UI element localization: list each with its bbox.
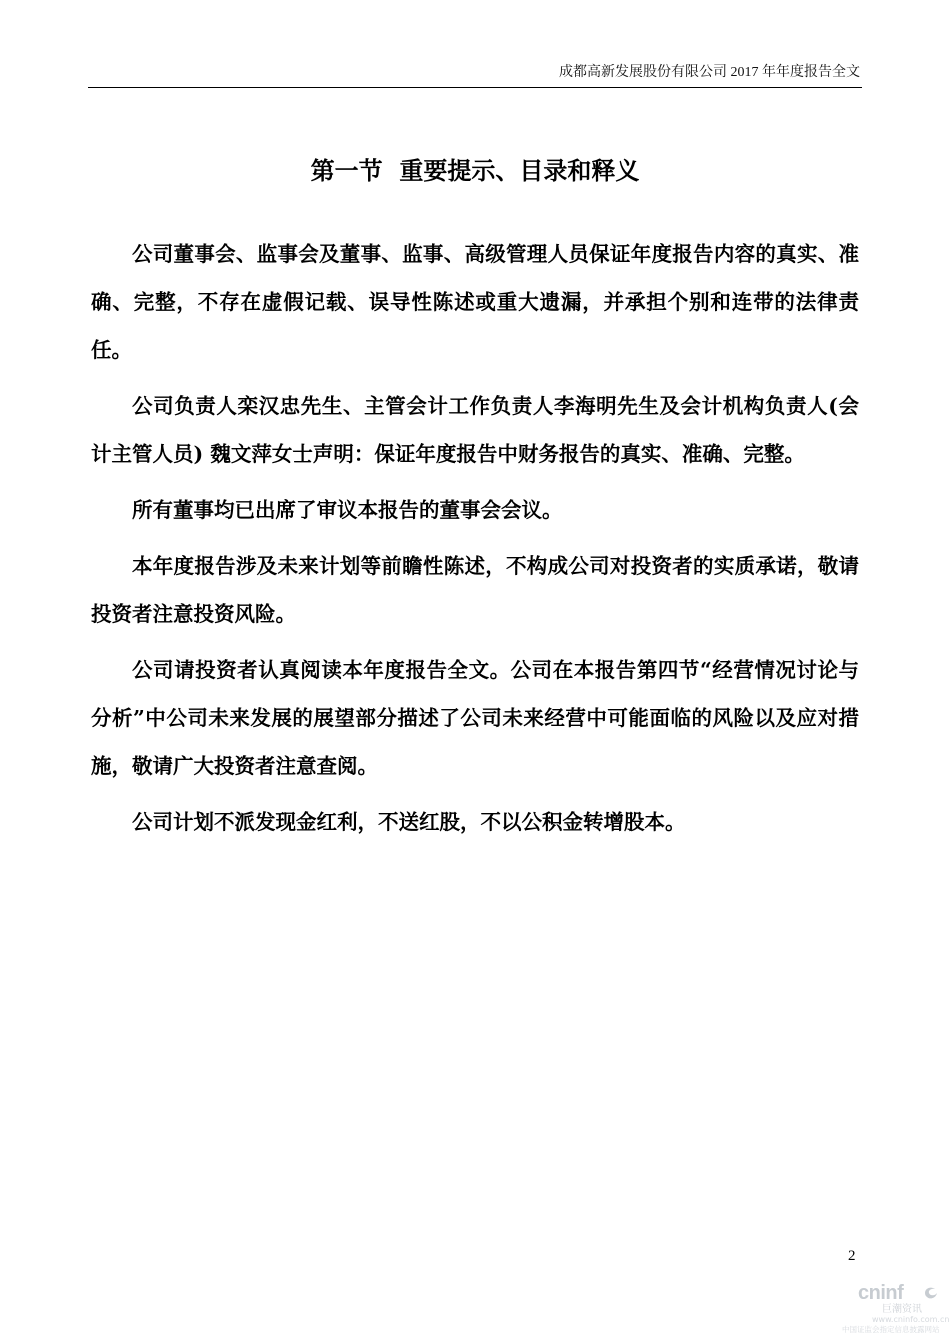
cninfo-logo: cninf	[858, 1282, 904, 1304]
paragraph-forward-looking: 本年度报告涉及未来计划等前瞻性陈述，不构成公司对投资者的实质承诺，敬请投资者注意投资风险。	[91, 554, 859, 626]
paragraph-board-guarantee: 公司董事会、监事会及董事、监事、高级管理人员保证年度报告内容的真实、准确、完整，不存在虚假记载、误导性陈述或重大遗漏，并承担个别和连带的法律责任。	[91, 242, 859, 362]
paragraph-responsible-persons: 公司负责人栾汉忠先生、主管会计工作负责人李海明先生及会计机构负责人(会计主管人员) 魏文萍女士声明：保证年度报告中财务报告的真实、准确、完整。	[91, 394, 859, 466]
page-number: 2	[848, 1248, 856, 1264]
document-body	[91, 230, 859, 854]
header-divider	[88, 87, 862, 88]
cninfo-subtitle: 中国证监会指定信息披露网站	[842, 1325, 940, 1334]
cninfo-swirl-icon	[922, 1284, 940, 1302]
cninfo-watermark	[842, 1282, 950, 1338]
section-title: 第一节 重要提示、目录和释义	[310, 156, 640, 185]
cninfo-brand: 巨潮资讯	[882, 1304, 922, 1315]
cninfo-url: www.cninfo.com.cn	[872, 1315, 950, 1324]
paragraph-board-attendance: 所有董事均已出席了审议本报告的董事会会议。	[132, 498, 563, 522]
header-title: 成都高新发展股份有限公司 2017 年年度报告全文	[559, 65, 860, 80]
paragraph-dividend-plan: 公司计划不派发现金红利，不送红股，不以公积金转增股本。	[132, 810, 686, 834]
paragraph-risk-notice: 公司请投资者认真阅读本年度报告全文。公司在本报告第四节“经营情况讨论与分析”中公司未来发展的展望部分描述了公司未来经营中可能面临的风险以及应对措施，敬请广大投资者注意查阅。	[91, 658, 859, 778]
